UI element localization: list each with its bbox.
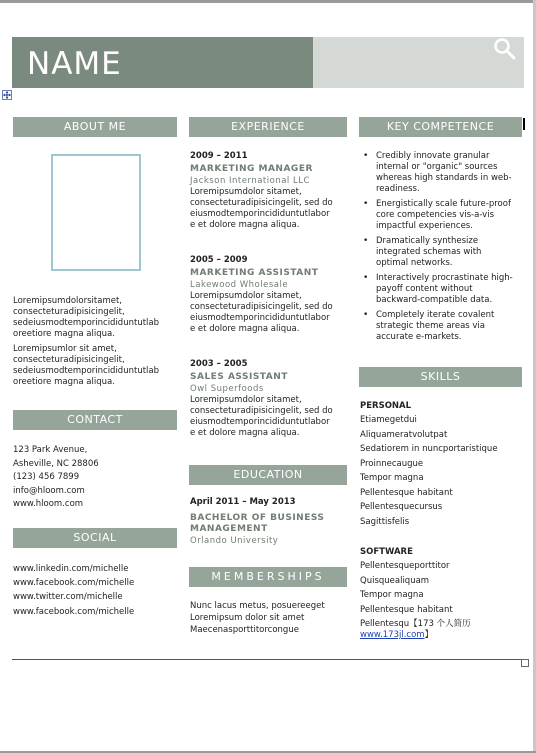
experience-entry[interactable]	[190, 151, 350, 231]
education-entry[interactable]	[190, 497, 350, 547]
skill-item: Pellentesque habitant	[360, 487, 453, 498]
page-bottom-rule	[12, 659, 524, 660]
contact-block[interactable]	[13, 444, 183, 512]
competence-item	[359, 151, 524, 195]
bracket-close: 】	[424, 630, 434, 640]
job-description-line: eiusmodtemporincididuntutlabor	[190, 417, 330, 427]
contact-website: www.hloom.com	[13, 499, 84, 509]
competence-item	[359, 199, 524, 232]
social-link-linkedin: www.linkedin.com/michelle	[13, 564, 129, 574]
education-header: EDUCATION	[189, 465, 347, 485]
competence-list[interactable]	[359, 151, 524, 347]
job-description-line: Loremipsumdolor sitamet,	[190, 187, 302, 197]
education-date: April 2011 – May 2013	[190, 497, 296, 507]
skill-item: Pellentesquecursus	[360, 502, 443, 512]
competence-line: strategic theme areas via	[376, 321, 486, 331]
skill-item: Sagittisfelis	[360, 516, 410, 527]
competence-item	[359, 273, 524, 306]
skill-item: Etiamegetdui	[360, 415, 417, 425]
memberships-list[interactable]	[190, 601, 350, 636]
social-link-facebook: www.facebook.com/michelle	[13, 606, 135, 617]
job-description-line: eiusmodtemporincididuntutlabor	[190, 209, 330, 219]
contact-address-line: 123 Park Avenue,	[13, 445, 88, 455]
job-description-line: Loremipsumdolor sitamet,	[190, 291, 302, 301]
social-link-twitter: www.twitter.com/michelle	[13, 592, 123, 603]
skill-item: Pellentesqueporttitor	[360, 561, 450, 571]
competence-item	[359, 236, 524, 269]
social-links[interactable]	[13, 562, 183, 619]
watermark-link[interactable]: www.173jl.com	[360, 630, 425, 640]
skill-item: Pellentesqu【173 个人简历	[360, 619, 471, 629]
competence-line: accurate e-markets.	[376, 332, 462, 342]
job-description-line: consecteturadipisicingelit, sed do	[190, 406, 333, 416]
about-line: consecteturadipisicingelit,	[13, 355, 125, 365]
membership-line: Nunc lacus metus, posuereeget	[190, 601, 325, 611]
contact-email: info@hloom.com	[13, 485, 85, 496]
contact-header: CONTACT	[13, 410, 177, 430]
competence-line: • Credibly innovate granular	[376, 151, 490, 161]
job-company: Owl Superfoods	[190, 384, 264, 394]
skill-item: Tempor magna	[360, 473, 424, 483]
competence-line: optimal networks.	[376, 258, 453, 268]
about-line: Loremipsumlor sit amet,	[13, 344, 117, 354]
about-line: oreetiore magna aliqua.	[13, 329, 115, 339]
social-link-facebook: www.facebook.com/michelle	[13, 578, 135, 589]
experience-header: EXPERIENCE	[189, 117, 347, 137]
competence-line: whereas high standards in web-	[376, 173, 512, 183]
about-me-text[interactable]	[13, 296, 183, 392]
contact-city-line: Asheville, NC 28806	[13, 458, 99, 469]
social-header: SOCIAL	[13, 528, 177, 548]
competence-line: readiness.	[376, 184, 420, 194]
competence-line: • Dramatically synthesize	[376, 236, 479, 246]
key-competence-header: KEY COMPETENCE	[359, 117, 522, 137]
text-cursor	[523, 118, 525, 130]
about-line: consecteturadipisicingelit,	[13, 307, 125, 317]
job-description-line: e et dolore magna aliqua.	[190, 324, 300, 334]
job-description-line: e et dolore magna aliqua.	[190, 428, 300, 438]
competence-line: • Completely iterate covalent	[376, 310, 495, 320]
membership-line: Maecenasporttitorcongue	[190, 624, 299, 635]
resume-name[interactable]: NAME	[27, 46, 122, 82]
about-line: oreetiore magna aliqua.	[13, 377, 115, 387]
education-degree-line: MANAGEMENT	[190, 524, 268, 534]
memberships-header: MEMBERSHIPS	[189, 567, 347, 587]
skill-item: Proinnecaugue	[360, 458, 424, 469]
software-skills-label: SOFTWARE	[360, 547, 413, 557]
window-top-border	[0, 0, 536, 3]
job-description-line: consecteturadipisicingelit, sed do	[190, 198, 333, 208]
skill-item: Pellentesque habitant	[360, 604, 453, 615]
skill-item: Aliquameratvolutpat	[360, 429, 448, 440]
skills-block[interactable]	[360, 401, 525, 641]
job-description-line: e et dolore magna aliqua.	[190, 220, 300, 230]
experience-entry[interactable]	[190, 359, 350, 439]
personal-skills-label: PERSONAL	[360, 401, 412, 411]
competence-line: • Interactively procrastinate high-	[376, 273, 513, 283]
job-description-line: eiusmodtemporincididuntutlabor	[190, 313, 330, 323]
competence-line: integrated schemas with	[376, 247, 482, 257]
membership-line: Loremipsum dolor sit amet	[190, 612, 305, 623]
about-me-header: ABOUT ME	[13, 117, 177, 137]
job-company: Jackson International LLC	[190, 176, 310, 186]
about-line: sedeiusmodtemporincididuntutlab	[13, 366, 159, 376]
education-school: Orlando University	[190, 536, 279, 546]
job-date: 2005 – 2009	[190, 255, 248, 265]
competence-line: • Energistically scale future-proof	[376, 199, 511, 209]
job-description-line: Loremipsumdolor sitamet,	[190, 395, 302, 405]
experience-entry[interactable]	[190, 255, 350, 335]
competence-item	[359, 310, 524, 343]
skill-item: Quisquealiquam	[360, 575, 430, 586]
profile-photo-placeholder[interactable]	[51, 154, 141, 271]
job-date: 2003 – 2005	[190, 359, 248, 369]
competence-line: payoff content without	[376, 284, 473, 294]
contact-phone: (123) 456 7899	[13, 472, 80, 482]
competence-line: internal or "organic" sources	[376, 162, 498, 172]
competence-line: backward-compatible data.	[376, 295, 493, 305]
about-line: sedeiusmodtemporincididuntutlab	[13, 318, 159, 328]
about-line: Loremipsumdolorsitamet,	[13, 296, 122, 306]
skill-item: Tempor magna	[360, 590, 424, 600]
job-title: MARKETING ASSISTANT	[190, 268, 319, 278]
job-title: SALES ASSISTANT	[190, 372, 288, 382]
job-date: 2009 – 2011	[190, 151, 248, 161]
job-title: MARKETING MANAGER	[190, 164, 313, 174]
education-degree-line: BACHELOR OF BUSINESS	[190, 513, 325, 523]
job-company: Lakewood Wholesale	[190, 280, 289, 290]
skill-item: Sedatiorem in nuncportaristique	[360, 444, 498, 454]
table-move-handle-icon[interactable]	[2, 90, 12, 100]
resize-handle[interactable]	[521, 659, 529, 667]
competence-line: core competencies vis-a-vis	[376, 210, 494, 220]
search-icon	[492, 37, 516, 61]
skills-header: SKILLS	[359, 367, 522, 387]
job-description-line: consecteturadipisicingelit, sed do	[190, 302, 333, 312]
competence-line: impactful experiences.	[376, 221, 473, 231]
